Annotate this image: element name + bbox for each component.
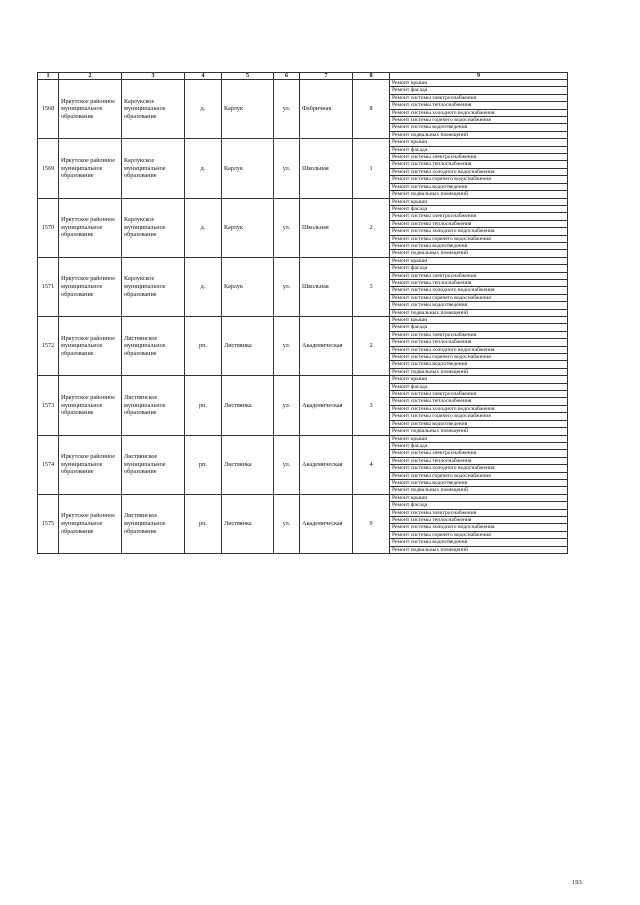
repair-work-cell: Ремонт крыши	[390, 257, 568, 264]
column-header-5: 5	[222, 73, 274, 80]
repair-work-cell: Ремонт крыши	[390, 80, 568, 87]
table-row	[38, 435, 568, 442]
street-type-cell: ул.	[274, 435, 300, 494]
house-number-cell: 4	[353, 435, 390, 494]
settlement-type-cell: рп.	[185, 317, 222, 376]
settlement-type-cell: д.	[185, 198, 222, 257]
capital-repair-table	[37, 72, 568, 554]
column-header-6: 6	[274, 73, 300, 80]
house-number-cell: 2	[353, 317, 390, 376]
repair-work-cell: Ремонт системы холодного водоснабжения	[390, 346, 568, 353]
repair-work-cell: Ремонт системы водоотведения	[390, 242, 568, 249]
repair-work-cell: Ремонт системы теплоснабжения	[390, 102, 568, 109]
table-row	[38, 376, 568, 383]
repair-work-cell: Ремонт фасада	[390, 146, 568, 153]
municipality-cell: Листвянское муниципальное образование	[122, 494, 185, 553]
repair-work-cell: Ремонт системы водоотведения	[390, 183, 568, 190]
house-number-cell: 8	[353, 80, 390, 139]
table-row	[38, 198, 568, 205]
repair-work-cell: Ремонт системы теплоснабжения	[390, 339, 568, 346]
column-header-2: 2	[59, 73, 122, 80]
repair-work-cell: Ремонт крыши	[390, 435, 568, 442]
settlement-cell: Листвянка	[222, 435, 274, 494]
repair-work-cell: Ремонт системы теплоснабжения	[390, 220, 568, 227]
repair-work-cell: Ремонт системы теплоснабжения	[390, 516, 568, 523]
municipality-cell: Листвянское муниципальное образование	[122, 317, 185, 376]
street-type-cell: ул.	[274, 257, 300, 316]
repair-work-cell: Ремонт крыши	[390, 198, 568, 205]
settlement-type-cell: д.	[185, 257, 222, 316]
page-number: 193	[572, 879, 582, 886]
column-header-7: 7	[300, 73, 353, 80]
street-cell: Фабричная	[300, 80, 353, 139]
street-type-cell: ул.	[274, 494, 300, 553]
repair-work-cell: Ремонт крыши	[390, 376, 568, 383]
repair-work-cell: Ремонт системы водоотведения	[390, 479, 568, 486]
district-cell: Иркутское районное муниципальное образование	[59, 376, 122, 435]
repair-work-cell: Ремонт системы электроснабжения	[390, 509, 568, 516]
district-cell: Иркутское районное муниципальное образование	[59, 257, 122, 316]
district-cell: Иркутское районное муниципальное образование	[59, 317, 122, 376]
repair-work-cell: Ремонт подвальных помещений	[390, 368, 568, 375]
row-number: 1575	[38, 494, 59, 553]
municipality-cell: Карлукское муниципальное образование	[122, 139, 185, 198]
repair-work-cell: Ремонт системы электроснабжения	[390, 154, 568, 161]
street-type-cell: ул.	[274, 317, 300, 376]
street-cell: Школьная	[300, 198, 353, 257]
district-cell: Иркутское районное муниципальное образование	[59, 139, 122, 198]
settlement-cell: Карлук	[222, 257, 274, 316]
street-type-cell: ул.	[274, 198, 300, 257]
settlement-type-cell: д.	[185, 139, 222, 198]
repair-work-cell: Ремонт системы горячего водоснабжения	[390, 294, 568, 301]
municipality-cell: Карлукское муниципальное образование	[122, 257, 185, 316]
house-number-cell: 3	[353, 257, 390, 316]
repair-work-cell: Ремонт системы горячего водоснабжения	[390, 117, 568, 124]
column-header-3: 3	[122, 73, 185, 80]
repair-work-cell: Ремонт системы водоотведения	[390, 302, 568, 309]
repair-work-cell: Ремонт системы горячего водоснабжения	[390, 413, 568, 420]
repair-work-cell: Ремонт системы холодного водоснабжения	[390, 524, 568, 531]
repair-work-cell: Ремонт фасада	[390, 324, 568, 331]
repair-work-cell: Ремонт системы холодного водоснабжения	[390, 228, 568, 235]
repair-work-cell: Ремонт крыши	[390, 317, 568, 324]
row-number: 1568	[38, 80, 59, 139]
repair-work-cell: Ремонт подвальных помещений	[390, 191, 568, 198]
table-row	[38, 257, 568, 264]
table-row	[38, 494, 568, 501]
repair-work-cell: Ремонт системы холодного водоснабжения	[390, 168, 568, 175]
repair-work-cell: Ремонт системы теплоснабжения	[390, 161, 568, 168]
table-body	[38, 80, 568, 554]
repair-work-cell: Ремонт системы водоотведения	[390, 124, 568, 131]
repair-work-cell: Ремонт системы электроснабжения	[390, 213, 568, 220]
house-number-cell: 2	[353, 198, 390, 257]
column-header-1: 1	[38, 73, 59, 80]
repair-work-cell: Ремонт системы водоотведения	[390, 539, 568, 546]
repair-work-cell: Ремонт системы электроснабжения	[390, 331, 568, 338]
street-type-cell: ул.	[274, 139, 300, 198]
repair-work-cell: Ремонт системы горячего водоснабжения	[390, 531, 568, 538]
repair-work-cell: Ремонт фасада	[390, 205, 568, 212]
repair-work-cell: Ремонт фасада	[390, 442, 568, 449]
street-type-cell: ул.	[274, 80, 300, 139]
repair-work-cell: Ремонт системы холодного водоснабжения	[390, 405, 568, 412]
street-cell: Академическая	[300, 376, 353, 435]
repair-work-cell: Ремонт подвальных помещений	[390, 309, 568, 316]
settlement-type-cell: рп.	[185, 494, 222, 553]
settlement-cell: Листвянка	[222, 317, 274, 376]
repair-work-cell: Ремонт системы горячего водоснабжения	[390, 354, 568, 361]
municipality-cell: Карлукское муниципальное образование	[122, 80, 185, 139]
row-number: 1573	[38, 376, 59, 435]
repair-work-cell: Ремонт подвальных помещений	[390, 546, 568, 553]
column-header-9: 9	[390, 73, 568, 80]
table-row	[38, 317, 568, 324]
repair-work-cell: Ремонт подвальных помещений	[390, 428, 568, 435]
district-cell: Иркутское районное муниципальное образование	[59, 198, 122, 257]
municipality-cell: Листвянское муниципальное образование	[122, 376, 185, 435]
repair-work-cell: Ремонт системы теплоснабжения	[390, 279, 568, 286]
settlement-type-cell: д.	[185, 80, 222, 139]
settlement-cell: Карлук	[222, 80, 274, 139]
repair-work-cell: Ремонт системы теплоснабжения	[390, 398, 568, 405]
repair-work-cell: Ремонт фасада	[390, 87, 568, 94]
row-number: 1570	[38, 198, 59, 257]
data-table-container	[37, 72, 567, 554]
repair-work-cell: Ремонт крыши	[390, 494, 568, 501]
street-cell: Школьная	[300, 139, 353, 198]
repair-work-cell: Ремонт системы электроснабжения	[390, 94, 568, 101]
repair-work-cell: Ремонт подвальных помещений	[390, 487, 568, 494]
repair-work-cell: Ремонт фасада	[390, 502, 568, 509]
repair-work-cell: Ремонт системы водоотведения	[390, 420, 568, 427]
street-cell: Школьная	[300, 257, 353, 316]
repair-work-cell: Ремонт крыши	[390, 139, 568, 146]
table-header-row	[38, 73, 568, 80]
row-number: 1571	[38, 257, 59, 316]
repair-work-cell: Ремонт системы холодного водоснабжения	[390, 109, 568, 116]
settlement-cell: Листвянка	[222, 494, 274, 553]
settlement-cell: Карлук	[222, 139, 274, 198]
street-cell: Академическая	[300, 317, 353, 376]
street-cell: Академическая	[300, 494, 353, 553]
repair-work-cell: Ремонт системы горячего водоснабжения	[390, 235, 568, 242]
column-header-4: 4	[185, 73, 222, 80]
settlement-type-cell: рп.	[185, 376, 222, 435]
repair-work-cell: Ремонт подвальных помещений	[390, 131, 568, 138]
municipality-cell: Листвянское муниципальное образование	[122, 435, 185, 494]
row-number: 1572	[38, 317, 59, 376]
repair-work-cell: Ремонт системы электроснабжения	[390, 272, 568, 279]
repair-work-cell: Ремонт системы водоотведения	[390, 361, 568, 368]
house-number-cell: 1	[353, 139, 390, 198]
row-number: 1574	[38, 435, 59, 494]
repair-work-cell: Ремонт системы холодного водоснабжения	[390, 465, 568, 472]
table-row	[38, 139, 568, 146]
repair-work-cell: Ремонт фасада	[390, 383, 568, 390]
repair-work-cell: Ремонт подвальных помещений	[390, 250, 568, 257]
settlement-type-cell: рп.	[185, 435, 222, 494]
house-number-cell: 3	[353, 376, 390, 435]
table-row	[38, 80, 568, 87]
repair-work-cell: Ремонт системы горячего водоснабжения	[390, 472, 568, 479]
settlement-cell: Листвянка	[222, 376, 274, 435]
street-type-cell: ул.	[274, 376, 300, 435]
house-number-cell: 9	[353, 494, 390, 553]
row-number: 1569	[38, 139, 59, 198]
repair-work-cell: Ремонт системы холодного водоснабжения	[390, 287, 568, 294]
district-cell: Иркутское районное муниципальное образование	[59, 494, 122, 553]
column-header-8: 8	[353, 73, 390, 80]
district-cell: Иркутское районное муниципальное образование	[59, 435, 122, 494]
repair-work-cell: Ремонт системы теплоснабжения	[390, 457, 568, 464]
repair-work-cell: Ремонт системы электроснабжения	[390, 450, 568, 457]
district-cell: Иркутское районное муниципальное образование	[59, 80, 122, 139]
street-cell: Академическая	[300, 435, 353, 494]
repair-work-cell: Ремонт фасада	[390, 265, 568, 272]
municipality-cell: Карлукское муниципальное образование	[122, 198, 185, 257]
repair-work-cell: Ремонт системы электроснабжения	[390, 391, 568, 398]
repair-work-cell: Ремонт системы горячего водоснабжения	[390, 176, 568, 183]
settlement-cell: Карлук	[222, 198, 274, 257]
